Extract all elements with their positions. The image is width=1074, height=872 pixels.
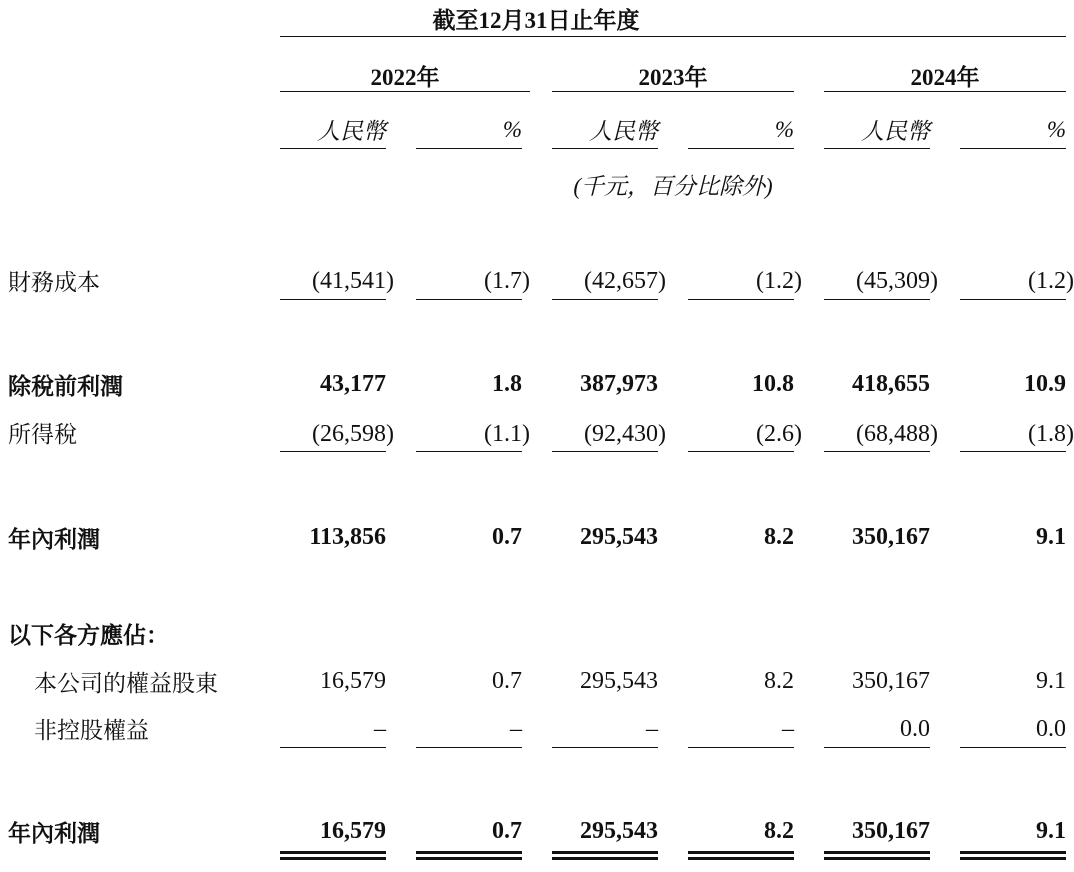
cell: 0.7 [492, 818, 522, 844]
unit-underline-6 [960, 148, 1066, 149]
cell: 0.0 [1036, 716, 1066, 742]
year-header-2023: 2023年 [638, 65, 708, 90]
cell: 418,655 [852, 371, 930, 397]
row-underline [280, 747, 386, 748]
unit-underline-3 [552, 148, 658, 149]
total-double-underline [280, 851, 386, 860]
period-header: 截至12月31日止年度 [432, 8, 640, 33]
cell: (1.1) [484, 421, 530, 447]
unit-underline-1 [280, 148, 386, 149]
percent-label-2023: % [774, 117, 794, 142]
year-underline-2024 [824, 91, 1066, 92]
row-underline [280, 451, 386, 452]
row-label-attributable-to: 以下各方應佔： [8, 622, 169, 649]
cell: (1.7) [484, 268, 530, 294]
cell: 16,579 [320, 818, 386, 844]
total-double-underline [688, 851, 794, 860]
cell: – [510, 716, 522, 742]
row-underline [416, 451, 522, 452]
cell: 295,543 [580, 524, 658, 550]
row-underline [824, 747, 930, 748]
cell: 0.7 [492, 524, 522, 550]
row-label-non-controlling: 非控股權益 [34, 718, 149, 744]
percent-label-2022: % [502, 117, 522, 142]
currency-label-2024: 人民幣 [861, 119, 930, 144]
row-label-profit-for-year: 年內利潤 [8, 526, 100, 553]
total-double-underline [824, 851, 930, 860]
row-underline [552, 299, 658, 300]
cell: (92,430) [584, 421, 666, 447]
cell: 350,167 [852, 668, 930, 694]
cell: 10.8 [752, 371, 794, 397]
row-label-finance-cost: 財務成本 [8, 270, 100, 296]
cell: 10.9 [1024, 371, 1066, 397]
cell: 295,543 [580, 668, 658, 694]
row-underline [960, 299, 1066, 300]
cell: (41,541) [312, 268, 394, 294]
cell: – [646, 716, 658, 742]
year-underline-2022 [280, 91, 530, 92]
currency-label-2023: 人民幣 [589, 119, 658, 144]
cell: (2.6) [756, 421, 802, 447]
row-underline [688, 451, 794, 452]
total-double-underline [416, 851, 522, 860]
percent-label-2024: % [1046, 117, 1066, 142]
cell: (1.8) [1028, 421, 1074, 447]
cell: 350,167 [852, 818, 930, 844]
unit-underline-5 [824, 148, 930, 149]
unit-underline-4 [688, 148, 794, 149]
cell: (42,657) [584, 268, 666, 294]
cell: 9.1 [1036, 668, 1066, 694]
row-label-equity-shareholders: 本公司的權益股東 [34, 671, 218, 697]
cell: (1.2) [1028, 268, 1074, 294]
row-underline [552, 451, 658, 452]
row-underline [280, 299, 386, 300]
currency-label-2022: 人民幣 [317, 119, 386, 144]
row-underline [688, 747, 794, 748]
cell: – [374, 716, 386, 742]
cell: 9.1 [1036, 524, 1066, 550]
cell: 9.1 [1036, 818, 1066, 844]
cell: 350,167 [852, 524, 930, 550]
cell: (1.2) [756, 268, 802, 294]
cell: 113,856 [309, 524, 386, 550]
cell: – [782, 716, 794, 742]
cell: 8.2 [764, 668, 794, 694]
cell: (26,598) [312, 421, 394, 447]
unit-underline-2 [416, 148, 522, 149]
cell: 43,177 [320, 371, 386, 397]
cell: 0.7 [492, 668, 522, 694]
cell: (45,309) [856, 268, 938, 294]
cell: 8.2 [764, 818, 794, 844]
year-underline-2023 [552, 91, 794, 92]
row-underline [824, 451, 930, 452]
cell: 16,579 [320, 668, 386, 694]
unit-note: (千元，百分比除外) [573, 174, 773, 199]
cell: 387,973 [580, 371, 658, 397]
year-header-2022: 2022年 [370, 65, 440, 90]
cell: (68,488) [856, 421, 938, 447]
row-underline [960, 451, 1066, 452]
row-underline [416, 747, 522, 748]
row-underline [824, 299, 930, 300]
cell: 0.0 [900, 716, 930, 742]
row-label-profit-for-year-total: 年內利潤 [8, 820, 100, 847]
row-underline [960, 747, 1066, 748]
row-underline [416, 299, 522, 300]
total-double-underline [960, 851, 1066, 860]
cell: 1.8 [492, 371, 522, 397]
row-label-profit-before-tax: 除稅前利潤 [8, 373, 123, 400]
cell: 295,543 [580, 818, 658, 844]
period-underline [280, 36, 1066, 37]
row-underline [552, 747, 658, 748]
year-header-2024: 2024年 [910, 65, 980, 90]
row-label-income-tax: 所得稅 [8, 422, 77, 448]
cell: 8.2 [764, 524, 794, 550]
total-double-underline [552, 851, 658, 860]
row-underline [688, 299, 794, 300]
